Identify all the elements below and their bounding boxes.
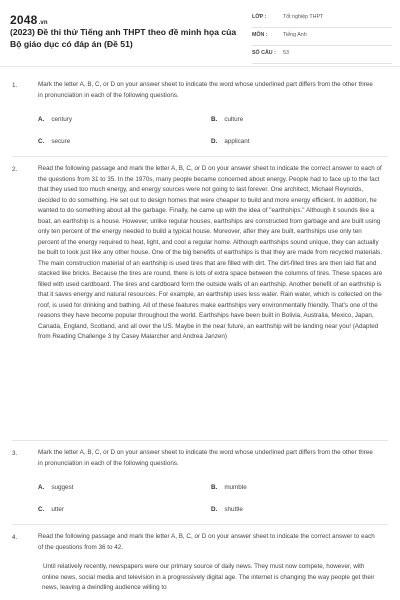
option-letter: B. bbox=[211, 484, 218, 491]
question-divider bbox=[12, 524, 388, 525]
option-b[interactable] bbox=[211, 484, 247, 491]
question-divider bbox=[12, 440, 388, 441]
option-letter: A. bbox=[38, 484, 45, 491]
option-c[interactable] bbox=[38, 138, 70, 145]
option-letter: D. bbox=[211, 506, 218, 513]
meta-key: LỚP : bbox=[252, 14, 267, 20]
exam-meta-table bbox=[252, 14, 392, 68]
option-text: utter bbox=[51, 506, 64, 513]
site-logo[interactable] bbox=[10, 13, 48, 27]
option-text: culture bbox=[224, 116, 244, 123]
option-text: applicant bbox=[224, 138, 250, 145]
question-divider bbox=[12, 156, 388, 157]
option-b[interactable] bbox=[211, 116, 243, 123]
question-text: Read the following passage and mark the letter A, B, C, or D on your answer sheet to indicate the correct answer to each of the questions from 36 to 42. bbox=[38, 533, 375, 551]
option-letter: B. bbox=[211, 116, 218, 123]
meta-row-subject bbox=[252, 32, 392, 46]
question-text: Mark the letter A, B, C, or D on your answer sheet to indicate the word whose underlined part differs from the other three in pronunciation in each of the following questions. bbox=[38, 449, 373, 467]
option-text: secure bbox=[51, 138, 71, 145]
option-letter: C. bbox=[38, 506, 45, 513]
logo-suffix: .vn bbox=[38, 20, 48, 26]
option-text: shuttle bbox=[224, 506, 243, 513]
meta-key: MÔN : bbox=[252, 32, 268, 38]
option-text: century bbox=[51, 116, 72, 123]
question-number: 2. bbox=[12, 166, 18, 173]
meta-row-question-count bbox=[252, 50, 392, 64]
meta-value: Tốt nghiệp THPT bbox=[283, 14, 324, 20]
option-text: mumble bbox=[224, 484, 247, 491]
meta-key: SỐ CÂU : bbox=[252, 50, 276, 56]
meta-row-class bbox=[252, 14, 392, 28]
option-letter: A. bbox=[38, 116, 45, 123]
question-number: 3. bbox=[12, 450, 18, 457]
page-header bbox=[0, 0, 400, 64]
option-letter: D. bbox=[211, 138, 218, 145]
option-letter: C. bbox=[38, 138, 45, 145]
logo-text: 2048 bbox=[10, 13, 38, 27]
reading-passage: Until relatively recently, newspapers were our primary source of daily news. They must now compete, however, with online news, social media and television in a progressively digital age. The internet is changing the way people get their news, leaving a dwindling audience willing to bbox=[42, 563, 375, 591]
option-d[interactable] bbox=[211, 138, 250, 145]
option-a[interactable] bbox=[38, 484, 73, 491]
option-text: suggest bbox=[51, 484, 74, 491]
meta-value: Tiếng Anh bbox=[283, 32, 307, 38]
option-a[interactable] bbox=[38, 116, 72, 123]
header-divider bbox=[0, 66, 400, 67]
meta-value: 53 bbox=[283, 50, 289, 56]
option-d[interactable] bbox=[211, 506, 243, 513]
question-number: 1. bbox=[12, 82, 18, 89]
question-number: 4. bbox=[12, 534, 18, 541]
exam-title: (2023) Đề thi thử Tiếng anh THPT theo đề minh họa của Bộ giáo dục có đáp án (Đề 51) bbox=[10, 27, 237, 49]
option-c[interactable] bbox=[38, 506, 64, 513]
question-text: Mark the letter A, B, C, or D on your answer sheet to indicate the word whose underlined part differs from the other three in pronunciation in each of the following questions. bbox=[38, 81, 373, 99]
reading-passage: Read the following passage and mark the letter A, B, C, or D on your answer sheet to indicate the correct answer to each of the questions from 31 to 35. In the 1970s, many people became concerned about energy. People had to face up to the fact that they used too much energy, and energy sources were not going to last forever. One architect, Michael Reynolds, decided to do something. He set out to design homes that were cheaper to build and more energy efficient. In addition, he wanted to do something about all the garbage. Finally, he came up with the idea of "earthships." Although it sounds like a boat, an earthship is a house. However, unlike regular houses, earthships are constructed from garbage and are built using only ten percent of the energy needed to build a typical house. Moreover, after they are built, earthships use only ten percent of the energy required to heat, light, and cool a regular home. Although earthships sound unique, they can actually be built to look just like any other house. One of the big benefits of earthships is that they are made from recycled materials. The main construction material of an earthship is used tires that are filled with dirt. The dirt-filled tires are then laid flat and stacked like bricks. Because the tires are round, there is lots of extra space between the columns of tires. These spaces are filled with used cardboard. The tires and cardboard form the outside walls of an earthship. Another benefit of an earthship is that it saves energy and natural resources. For example, an earthship uses less water. Rain water, which is collected on the roof, is used for drinking and bathing. All of these features make earthships very environmentally friendly. That's one of the reasons they have become popular throughout the world. Earthships have been built in Bolivia, Australia, Mexico, Japan, Canada, England, Scotland, and all over the US. Maybe in the near future, an earthship will be landing near you! (Adapted from Reading Challenge 3 by Casey Malarcher and Andrea Janzen) bbox=[38, 165, 383, 340]
